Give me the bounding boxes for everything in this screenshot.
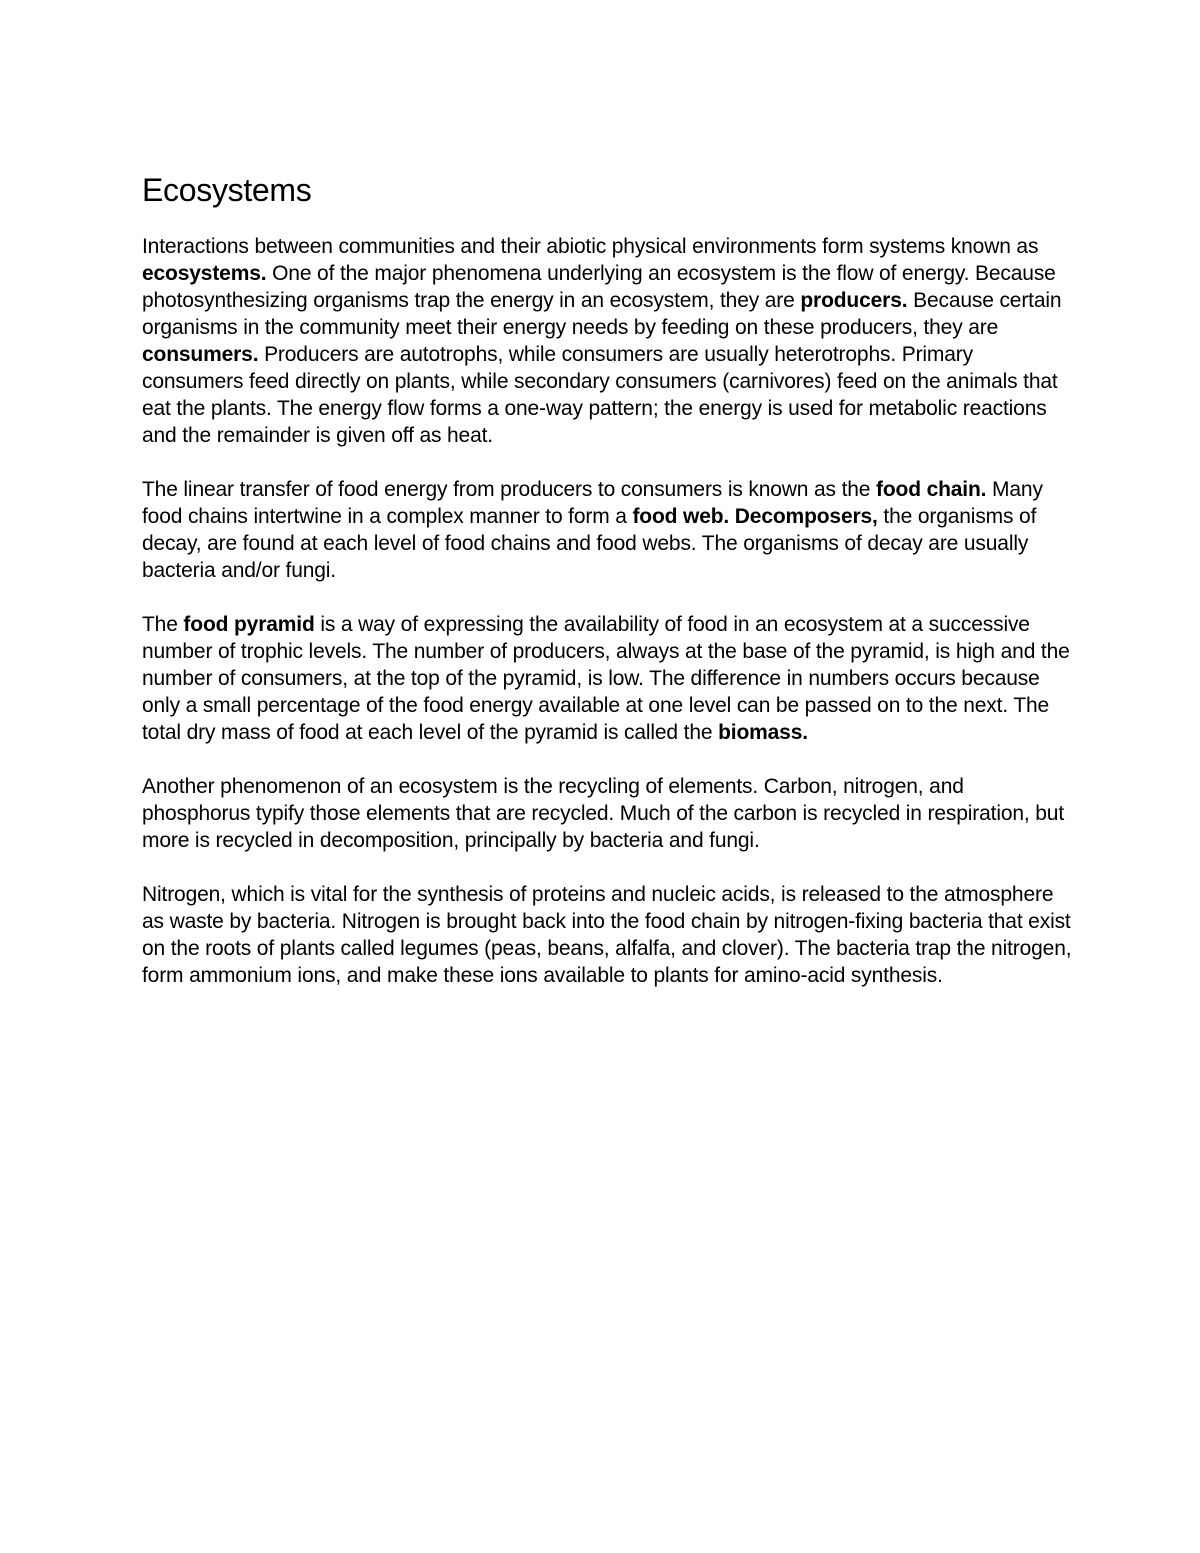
paragraph-nitrogen	[142, 881, 1072, 989]
document-body	[142, 170, 1072, 1016]
text-segment: The linear transfer of food energy from producers to consumers is known as the	[142, 478, 877, 501]
paragraph-food-pyramid	[142, 611, 1072, 746]
paragraph-recycling	[142, 773, 1072, 854]
bold-term-decomposers: Decomposers,	[734, 505, 878, 528]
text-segment: Interactions between communities and their abiotic physical environments form systems known as	[142, 235, 1039, 258]
paragraph-ecosystems	[142, 233, 1072, 449]
bold-term-food-web: food web.	[632, 505, 730, 528]
bold-term-ecosystems: ecosystems.	[142, 262, 267, 285]
text-segment: is a way of expressing the availability of food in an ecosystem at a successive number of trophic levels. The number of producers, always at the base of the pyramid, is high and the number of consumers, at the top of the pyramid, is low. The difference in numbers occurs because only a small percentage of the food energy available at one level can be passed on to the next. The total dry mass of food at each level of the pyramid is called the	[142, 613, 1070, 744]
bold-term-food-chain: food chain.	[876, 478, 987, 501]
text-segment: the organisms of decay, are found at each level of food chains and food webs. The organisms of decay are usually bacteria and/or fungi.	[142, 505, 1037, 582]
bold-term-biomass: biomass.	[718, 721, 808, 744]
text-segment: Another phenomenon of an ecosystem is the recycling of elements. Carbon, nitrogen, and phosphorus typify those elements that are recycled. Much of the carbon is recycled in respiration, but more is recycled in decomposition, principally by bacteria and fungi.	[142, 775, 1065, 852]
text-segment: Because certain organisms in the community meet their energy needs by feeding on these producers, they are	[142, 289, 1062, 339]
text-segment: One of the major phenomena underlying an ecosystem is the flow of energy. Because photosynthesizing organisms trap the energy in an ecosystem, they are	[142, 262, 1056, 312]
text-segment: The	[142, 613, 184, 636]
bold-term-producers: producers.	[800, 289, 908, 312]
text-segment: Producers are autotrophs, while consumers are usually heterotrophs. Primary consumers feed directly on plants, while secondary consumers (carnivores) feed on the animals that eat the plants. The energy flow forms a one-way pattern; the energy is used for metabolic reactions and the remainder is given off as heat.	[142, 343, 1058, 447]
paragraph-food-chain	[142, 476, 1072, 584]
text-segment: Many food chains intertwine in a complex manner to form a	[142, 478, 1043, 528]
bold-term-food-pyramid: food pyramid	[183, 613, 315, 636]
document-title: Ecosystems	[142, 172, 312, 208]
text-segment: Nitrogen, which is vital for the synthesis of proteins and nucleic acids, is released to the atmosphere as waste by bacteria. Nitrogen is brought back into the food chain by nitrogen-fixing bacteria that exist on the roots of plants called legumes (peas, beans, alfalfa, and clover). The bacteria trap the nitrogen, form ammonium ions, and make these ions available to plants for amino-acid synthesis.	[142, 883, 1072, 987]
bold-term-consumers: consumers.	[142, 343, 259, 366]
